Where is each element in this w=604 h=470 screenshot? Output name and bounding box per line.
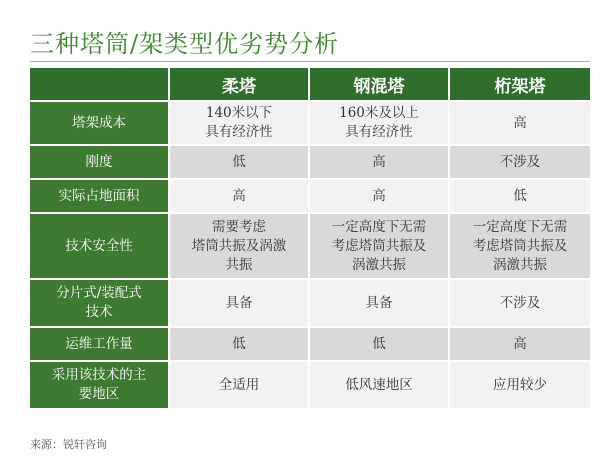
- table-cell: 低: [450, 180, 590, 214]
- header-steel-concrete-tower: 钢混塔: [310, 68, 450, 102]
- header-flexible-tower: 柔塔: [170, 68, 310, 102]
- row-label-text: 技术安全性: [65, 237, 133, 254]
- table-row: [30, 180, 590, 214]
- row-label: [30, 328, 170, 362]
- table-cell: 低: [310, 328, 450, 362]
- cell-text: 高: [513, 114, 527, 131]
- table-cell: 高: [310, 146, 450, 180]
- table-cell: 高: [310, 180, 450, 214]
- table-cell: 具备: [170, 280, 310, 328]
- table-cell: [310, 214, 450, 280]
- source-note: 来源：锐轩咨询: [30, 438, 107, 451]
- table-row: [30, 102, 590, 146]
- table-row: [30, 146, 590, 180]
- table-cell: 应用较少: [450, 362, 590, 410]
- cell-line: 160米及以上 具有经济性: [339, 105, 419, 140]
- row-label: [30, 180, 170, 214]
- table-row: [30, 214, 590, 280]
- cell-line: 一定高度下无需 考虑塔筒共振及 涡激共振: [331, 218, 427, 273]
- row-label: [30, 102, 170, 146]
- row-label-text: 刚度: [85, 153, 113, 170]
- cell-line: 140米以下 具有经济性: [205, 105, 273, 140]
- title-divider: [30, 61, 590, 62]
- header-lattice-tower: 桁架塔: [450, 68, 590, 102]
- table-cell: 具备: [310, 280, 450, 328]
- table-cell: 低: [170, 328, 310, 362]
- table-cell: 低: [170, 146, 310, 180]
- table-cell: [450, 214, 590, 280]
- table-row: [30, 328, 590, 362]
- table-cell: 不涉及: [450, 280, 590, 328]
- row-label: [30, 280, 170, 328]
- table-cell: 全适用: [170, 362, 310, 410]
- table-cell: 不涉及: [450, 146, 590, 180]
- table-row: [30, 280, 590, 328]
- table-cell: [450, 102, 590, 146]
- table-cell: [310, 102, 450, 146]
- table-cell: 高: [170, 180, 310, 214]
- comparison-table: [30, 68, 590, 410]
- row-label: [30, 146, 170, 180]
- table-cell: 低风速地区: [310, 362, 450, 410]
- row-label-text: 采用该技术的主 要地区: [51, 367, 147, 402]
- header-corner: [30, 68, 170, 102]
- table-header-row: [30, 68, 590, 102]
- row-label-text: 运维工作量: [65, 335, 133, 352]
- table-row: [30, 362, 590, 410]
- row-label: [30, 214, 170, 280]
- table-cell: [170, 102, 310, 146]
- cell-line: 需要考虑 塔筒共振及涡激 共振: [191, 218, 287, 273]
- row-label: [30, 362, 170, 410]
- table-cell: 高: [450, 328, 590, 362]
- page-title: 三种塔筒/架类型优劣势分析: [30, 30, 340, 58]
- row-label-text: 塔架成本: [72, 114, 126, 131]
- row-label-text: 实际占地面积: [58, 187, 140, 204]
- table-cell: [170, 214, 310, 280]
- row-label-text: 分片式/装配式 技术: [56, 285, 142, 320]
- cell-line: 一定高度下无需 考虑塔筒共振及 涡激共振: [472, 218, 568, 273]
